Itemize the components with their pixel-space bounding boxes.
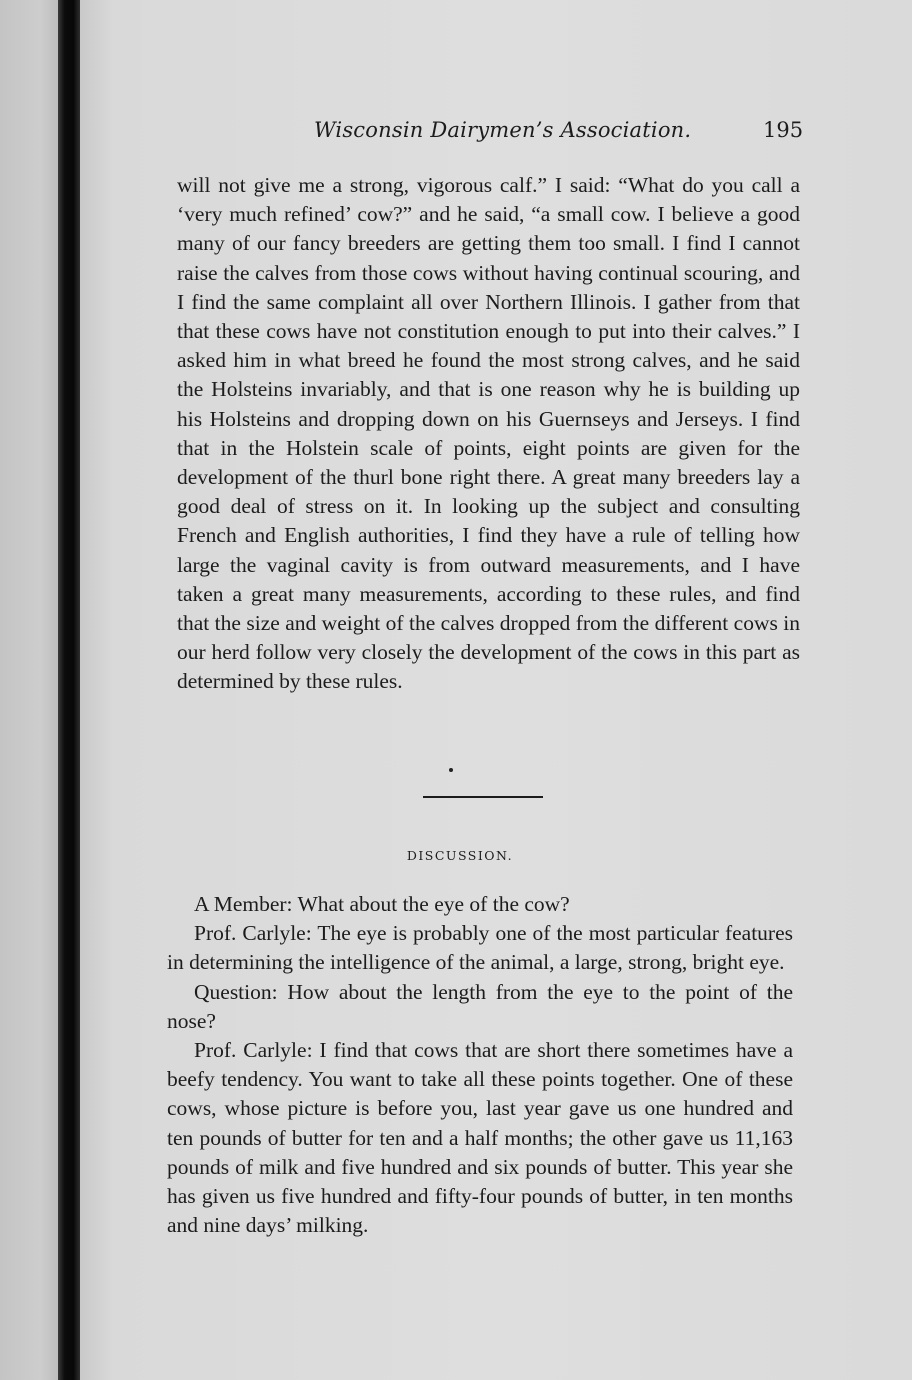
running-header: [0, 118, 912, 148]
discussion-paragraph: Prof. Carlyle: The eye is probably one of the most particular features in determining the intelligence of the animal, a large, strong, bright eye.: [167, 921, 793, 975]
left-page-edge: [0, 0, 58, 1380]
section-heading: DISCUSSION.: [406, 848, 514, 863]
discussion-paragraph: A Member: What about the eye of the cow?: [194, 892, 570, 916]
body-text: [177, 171, 800, 697]
section-divider-rule: [423, 796, 543, 798]
page-number: 195: [763, 118, 804, 142]
discussion-section: [167, 890, 793, 1240]
ornament-dot: [449, 768, 453, 772]
discussion-paragraph: Prof. Carlyle: I find that cows that are short there sometimes have a beefy tendency. You want to take all these points together. One of these cows, whose picture is before you, last year gave us one hundred and ten pounds of butter for ten and a half months; the other gave us 11,163 pounds of milk and five hundred and six pounds of butter. This year she has given us five hundred and fifty-four pounds of butter, in ten months and nine days’ milking.: [167, 1038, 793, 1238]
running-title: Wisconsin Dairymen’s Association.: [314, 118, 692, 142]
body-paragraph: will not give me a strong, vigorous calf.” I said: “What do you call a ‘very much refined’ cow?” and he said, “a small cow. I believe a good many of our fancy breeders are getting them too small. I find I cannot raise the calves from those cows without having continual scouring, and I find the same complaint all over Northern Illinois. I gather from that that these cows have not constitution enough to put into their calves.” I asked him in what breed he found the most strong calves, and he said the Holsteins invariably, and that is one reason why he is building up his Holsteins and dropping down on his Guernseys and Jerseys. I find that in the Holstein scale of points, eight points are given for the development of the thurl bone right there. A great many breeders lay a good deal of stress on it. In looking up the subject and consulting French and English authorities, I find they have a rule of telling how large the vaginal cavity is from outward measurements, and I have taken a great many measurements, according to these rules, and find that the size and weight of the calves dropped from the different cows in our herd follow very closely the development of the cows in this part as determined by these rules.: [177, 173, 800, 694]
book-gutter: [58, 0, 80, 1380]
discussion-paragraph: Question: How about the length from the eye to the point of the nose?: [167, 979, 793, 1033]
